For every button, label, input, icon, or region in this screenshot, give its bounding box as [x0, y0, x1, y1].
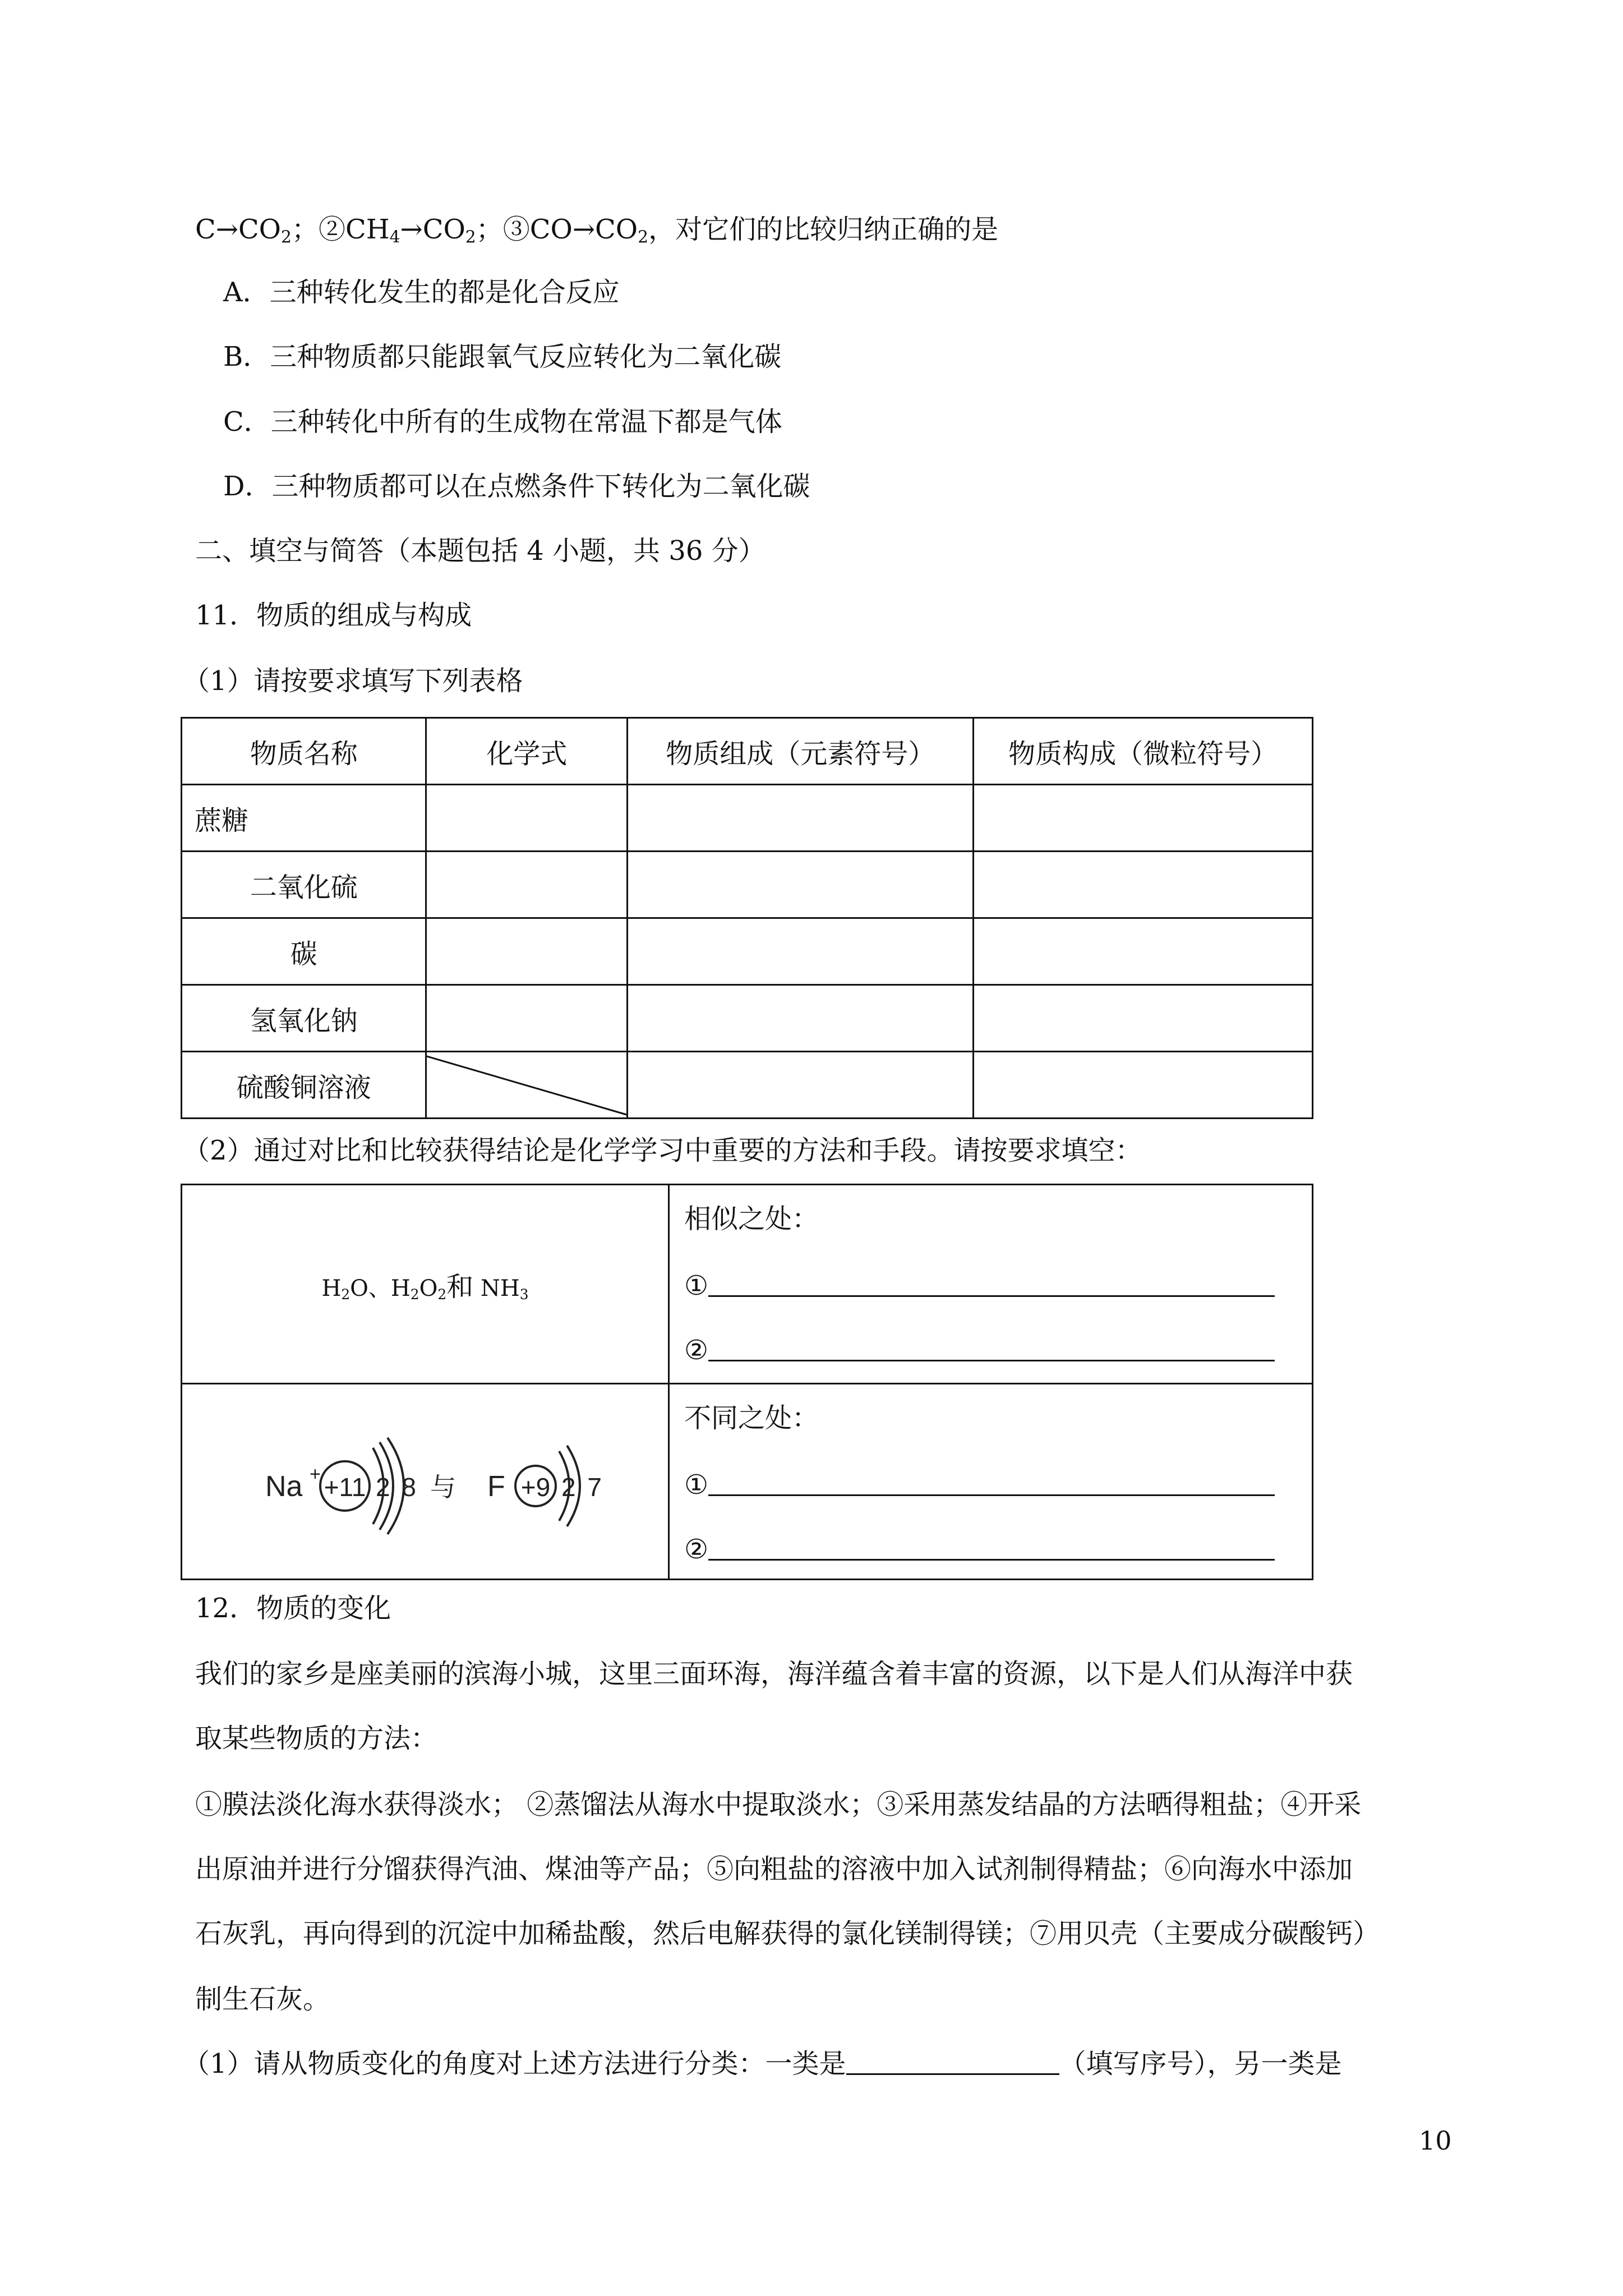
different-label: 不同之处：	[684, 1402, 819, 1434]
question-11-part-1: （1）请按要求填写下列表格	[183, 665, 523, 697]
question-11-part-2: （2）通过对比和比较获得结论是化学学习中重要的方法和手段。请按要求填空：	[183, 1135, 1142, 1166]
question-12-method-line: 石灰乳，再向得到的沉淀中加稀盐酸，然后电解获得的氯化镁制得镁；⑦用贝壳（主要成分碳酸钙）	[195, 1918, 1380, 1949]
answer-cell[interactable]	[426, 785, 628, 852]
question-12-intro-line: 取某些物质的方法：	[195, 1723, 438, 1754]
similarity-row	[182, 1185, 1313, 1384]
answer-blank[interactable]	[708, 1472, 1275, 1496]
answer-blank[interactable]	[708, 1273, 1275, 1297]
header-constitution: 物质构成（微粒符号）	[974, 718, 1313, 785]
f-shell-electrons: 2 7	[561, 1473, 604, 1502]
row-name-carbon: 碳	[182, 918, 426, 985]
table-row	[182, 985, 1313, 1052]
table-header-row	[182, 718, 1313, 785]
table-row	[182, 918, 1313, 985]
answer-cell[interactable]	[974, 985, 1313, 1052]
f-symbol: F	[487, 1470, 505, 1503]
answer-blank[interactable]	[708, 1536, 1275, 1561]
na-charge: +	[310, 1464, 321, 1485]
answer-cell[interactable]	[974, 1052, 1313, 1119]
na-symbol: Na	[265, 1470, 303, 1503]
na-shell-electrons: 2 8	[376, 1473, 418, 1502]
question-12-title: 12．物质的变化	[195, 1593, 391, 1624]
answer-cell[interactable]	[426, 918, 628, 985]
header-composition: 物质组成（元素符号）	[628, 718, 974, 785]
difference-row	[182, 1384, 1313, 1580]
similar-answer-2: ②	[684, 1337, 1275, 1364]
answer-cell[interactable]	[974, 852, 1313, 918]
answer-cell[interactable]	[974, 918, 1313, 985]
different-answer-1: ①	[684, 1471, 1275, 1498]
table-row	[182, 785, 1313, 852]
row-name-copper-sulfate-solution: 硫酸铜溶液	[182, 1052, 426, 1119]
row-name-sucrose: 蔗糖	[182, 785, 426, 852]
answer-cell[interactable]	[974, 785, 1313, 852]
similar-answer-1: ①	[684, 1272, 1275, 1299]
formula-cell	[182, 1185, 669, 1384]
na-nucleus-charge: +11	[324, 1473, 366, 1502]
similarity-cell	[669, 1185, 1313, 1384]
answer-cell[interactable]	[426, 852, 628, 918]
answer-blank[interactable]	[846, 2051, 1059, 2075]
atomic-structure-cell	[182, 1384, 669, 1580]
answer-cell[interactable]	[426, 985, 628, 1052]
table-row	[182, 1052, 1313, 1119]
answer-cell[interactable]	[628, 985, 974, 1052]
different-answer-2: ②	[684, 1536, 1275, 1563]
answer-cell[interactable]	[628, 852, 974, 918]
answer-cell[interactable]	[628, 785, 974, 852]
answer-cell[interactable]	[628, 918, 974, 985]
option-c: C．三种转化中所有的生成物在常温下都是气体	[223, 406, 782, 438]
section-2-title: 二、填空与简答（本题包括 4 小题，共 36 分）	[195, 535, 766, 567]
difference-cell	[669, 1384, 1313, 1580]
diagonal-strike	[427, 1053, 626, 1117]
question-12-method-line: ①膜法淡化海水获得淡水； ②蒸馏法从海水中提取淡水；③采用蒸发结晶的方法晒得粗盐；④开采	[195, 1789, 1362, 1820]
question-12-method-line: 制生石灰。	[195, 1984, 330, 2015]
question-12-method-line: 出原油并进行分馏获得汽油、煤油等产品；⑤向粗盐的溶液中加入试剂制得精盐；⑥向海水中添加	[195, 1853, 1353, 1885]
formula-text: $H_2O$、$H_2O_2$和 $NH_3$	[321, 1271, 529, 1303]
question-12-part-1: （1）请从物质变化的角度对上述方法进行分类：一类是 （填写序号），另一类是	[183, 2048, 1342, 2079]
similar-label: 相似之处：	[684, 1203, 819, 1235]
answer-cell[interactable]	[628, 1052, 974, 1119]
comparison-table	[181, 1184, 1313, 1580]
crossed-out-cell	[426, 1052, 628, 1119]
row-name-sulfur-dioxide: 二氧化硫	[182, 852, 426, 918]
question-10-stem: $C\to CO_2$；$②CH_4\to CO_2$；$③CO\to CO_2$，对它们的比较归纳正确的是	[195, 214, 999, 247]
option-b: B．三种物质都只能跟氧气反应转化为二氧化碳	[223, 341, 782, 372]
atomic-structure-diagrams	[182, 1386, 668, 1577]
and-connector: 与	[430, 1472, 456, 1502]
f-nucleus-charge: +9	[520, 1473, 551, 1502]
page-number: 10	[1419, 2125, 1452, 2156]
question-11-title: 11．物质的组成与构成	[195, 600, 472, 631]
option-a: A．三种转化发生的都是化合反应	[223, 277, 620, 308]
row-name-sodium-hydroxide: 氢氧化钠	[182, 985, 426, 1052]
question-12-intro-line: 我们的家乡是座美丽的滨海小城，这里三面环海，海洋蕴含着丰富的资源，以下是人们从海洋中获	[195, 1658, 1353, 1690]
answer-blank[interactable]	[708, 1337, 1275, 1361]
header-substance-name: 物质名称	[182, 718, 426, 785]
table-row	[182, 852, 1313, 918]
header-chemical-formula: 化学式	[426, 718, 628, 785]
option-d: D．三种物质都可以在点燃条件下转化为二氧化碳	[223, 471, 810, 502]
composition-table	[181, 717, 1313, 1119]
